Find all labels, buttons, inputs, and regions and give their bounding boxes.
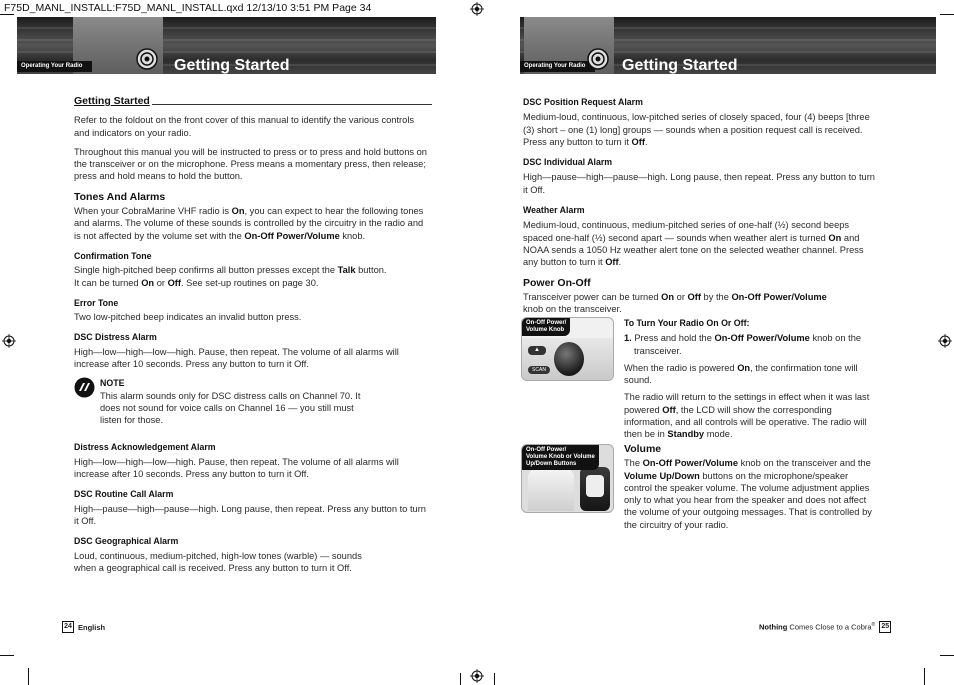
crop-mark [494, 673, 495, 685]
registration-mark-left [2, 334, 16, 348]
weather-alarm-text: Medium-loud, continuous, medium-pitched series of one-half (½) second beeps spaced one-half (½) second apart — sounds when weather alert is turned On and NOAA sends a 1050 Hz weather alert tone on the selected weather channel. Press any button to turn it Off. [523, 220, 864, 268]
position-alarm-title: DSC Position Request Alarm [523, 97, 643, 107]
right-banner [520, 17, 936, 74]
volume-paragraph: The On-Off Power/Volume knob on the transceiver and the Volume Up/Down buttons on the microphone/speaker control the speaker volume. The volume adjustment applies only to what you hear from the speaker and does not affect the volume of your outgoing messages. That is controlled by the circuitry of your radio. [624, 458, 872, 530]
registration-mark-top [470, 2, 484, 16]
crop-mark [28, 668, 29, 685]
note-title: NOTE [100, 378, 125, 389]
note-text: This alarm sounds only for DSC distress calls on Channel 70. It does not sound for voice calls on Channel 16 — you still must listen for those. [100, 390, 361, 426]
footer-language: English [78, 622, 106, 632]
volume-knob-icon [554, 342, 584, 376]
note-block [74, 377, 432, 426]
individual-alarm-title: DSC Individual Alarm [523, 157, 613, 168]
geo-alarm-text: Loud, continuous, medium-pitched, high-low tones (warble) — sounds when a geographical call is received. Press any button to turn it Off. [74, 550, 362, 573]
volume-controls-image [521, 444, 614, 513]
ack-alarm-title: Distress Acknowledgement Alarm [74, 441, 216, 452]
mic-button [586, 475, 604, 497]
intro-paragraph: Refer to the foldout on the front cover of this manual to identify the various controls and indicators on your radio. [74, 115, 415, 138]
registration-mark-bottom [470, 669, 484, 683]
step-1: 1. Press and hold the On-Off Power/Volume knob on the transceiver. [624, 333, 862, 356]
volume-heading: Volume [624, 443, 662, 455]
radio-body [528, 469, 574, 511]
tones-paragraph: When your CobraMarine VHF radio is On, you can expect to hear the following tones and alarms. The volume of these sounds is controlled by the circuitry in the radio and is not affected by the volume set with the On-Off Power/Volume knob. [74, 206, 424, 241]
weather-alarm-title: Weather Alarm [523, 205, 585, 216]
confirmation-tone-text: Single high-pitched beep confirms all button presses except the Talk button. It can be turned On or Off. See set-up routines on page 30. [74, 265, 387, 288]
tones-heading: Tones And Alarms [74, 190, 166, 203]
distress-alarm-text: High—low—high—low—high. Pause, then repeat. The volume of all alarms will increase after 10 seconds. Press any button to turn it Off. [74, 346, 399, 370]
crop-mark [460, 673, 461, 685]
power-heading: Power On-Off [523, 276, 591, 289]
error-tone-text: Two low-pitched beep indicates an invalid button press. [74, 312, 302, 323]
cobra-logo-icon [135, 47, 159, 71]
power-knob-image [521, 317, 614, 381]
right-column-top [523, 96, 875, 315]
left-column [74, 95, 432, 574]
return-settings-text: The radio will return to the settings in effect when it was last powered Off, the LCD will show the corresponding information, and all controls will be operative. The radio will then be in Standby mode. [624, 392, 870, 440]
scan-button: SCAN [528, 366, 550, 374]
page-number: 25 [879, 621, 891, 633]
right-footer [759, 621, 891, 633]
crop-mark [924, 668, 925, 685]
left-banner [17, 17, 436, 74]
up-button: ▲ [528, 346, 546, 355]
registration-mark-right [938, 334, 952, 348]
powered-on-text: When the radio is powered On, the confirmation tone will sound. [624, 362, 858, 386]
error-tone-title: Error Tone [74, 297, 119, 308]
file-slug: F75D_MANL_INSTALL:F75D_MANL_INSTALL.qxd 12/13/10 3:51 PM Page 34 [4, 2, 372, 14]
individual-alarm-text: High—pause—high—pause—high. Long pause, then repeat. Press any button to turn it Off. [523, 172, 875, 195]
routine-alarm-title: DSC Routine Call Alarm [74, 489, 174, 500]
right-column-bottom [624, 443, 876, 531]
confirmation-tone-title: Confirmation Tone [74, 250, 152, 261]
cobra-logo-icon [586, 47, 610, 71]
banner-title: Getting Started [174, 57, 290, 74]
left-footer [62, 621, 105, 633]
routine-alarm-text: High—pause—high—pause—high. Long pause, then repeat. Press any button to turn it Off. [74, 503, 426, 527]
crop-mark [940, 14, 954, 15]
power-paragraph: Transceiver power can be turned On or Off by the On-Off Power/Volume knob on the transceiver. [523, 291, 827, 315]
image-label: On-Off Power/ Volume Knob [522, 318, 570, 336]
banner-title: Getting Started [622, 57, 738, 74]
crop-mark [0, 14, 14, 15]
turn-on-off-title: To Turn Your Radio On Or Off: [624, 318, 750, 328]
position-alarm-text: Medium-loud, continuous, low-pitched series of closely spaced, four (4) beeps [three (3) short – one (1) long] groups — sounds when a position request call is received. Press any button to turn it Off. [523, 112, 870, 147]
section-heading: Getting Started [74, 95, 150, 107]
crop-mark [0, 655, 14, 656]
page-number: 24 [62, 621, 74, 633]
heading-rule [152, 104, 432, 105]
note-icon [74, 377, 95, 398]
distress-alarm-title: DSC Distress Alarm [74, 332, 157, 343]
section-tag: Operating Your Radio [17, 61, 92, 72]
footer-tagline: Nothing Comes Close to a Cobra® [759, 622, 876, 632]
geo-alarm-title: DSC Geographical Alarm [74, 536, 179, 547]
image-label: On-Off Power/ Volume Knob or Volume Up/Down Buttons [522, 445, 599, 470]
crop-mark [940, 655, 954, 656]
ack-alarm-text: High—low—high—low—high. Pause, then repeat. The volume of all alarms will increase after 10 seconds. Press any button to turn it Off. [74, 456, 399, 480]
section-tag: Operating Your Radio [520, 61, 595, 72]
intro-paragraph: Throughout this manual you will be instructed to press or to press and hold buttons on the transceiver or on the microphone. Press means a momentary press, then release; press and hold means to hold the button. [74, 146, 427, 182]
right-column-middle [624, 317, 876, 441]
